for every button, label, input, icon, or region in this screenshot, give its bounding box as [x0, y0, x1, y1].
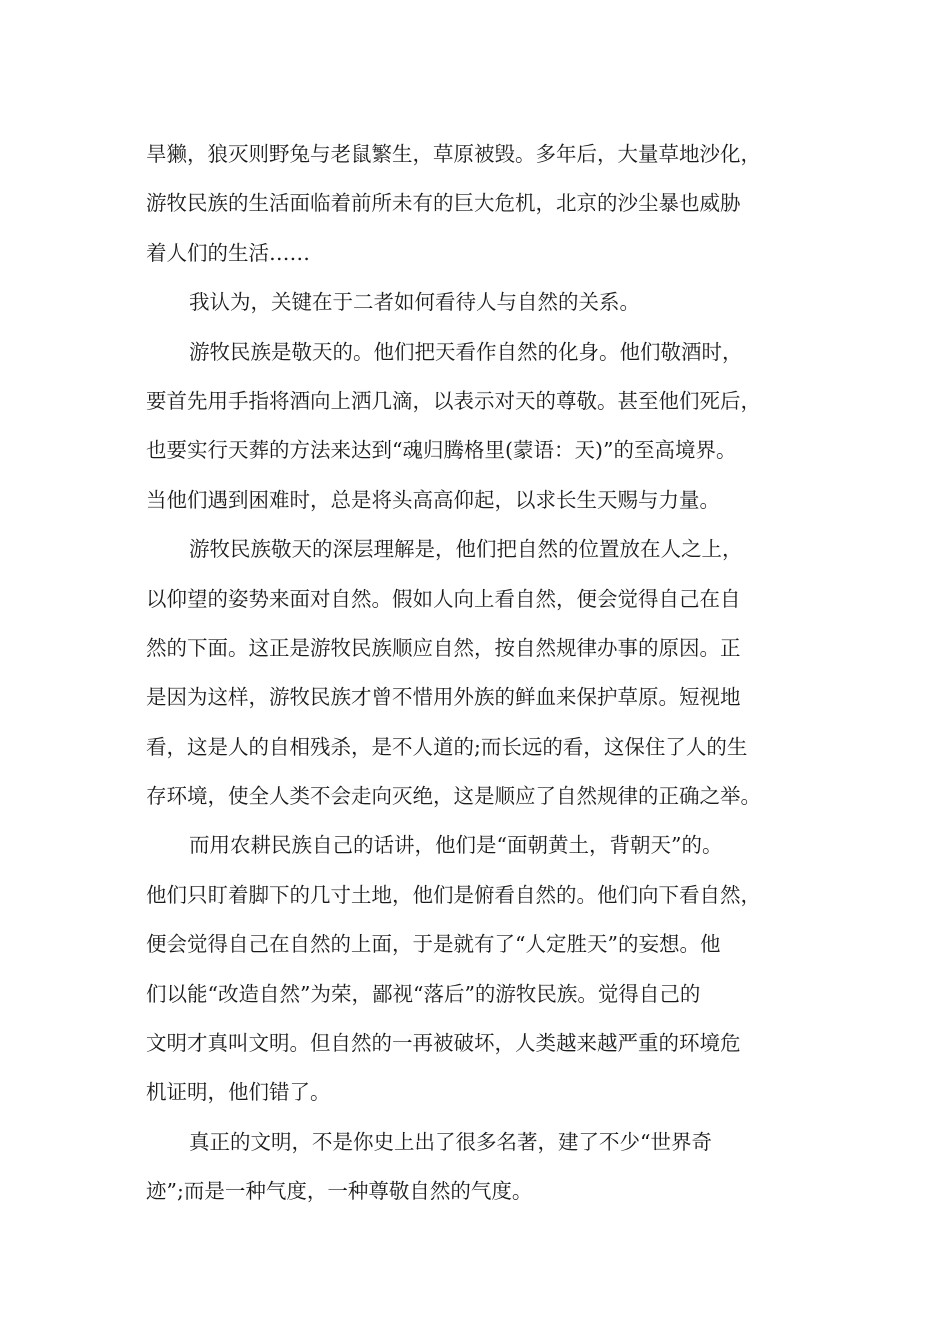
text-line: 看，这是人的自相残杀，是不人道的;而长远的看，这保住了人的生 [146, 734, 748, 759]
text-line: 而用农耕民族自己的话讲，他们是“面朝黄土，背朝天”的。 [189, 833, 723, 858]
text-line: 然的下面。这正是游牧民族顺应自然，按自然规律办事的原因。正 [146, 635, 741, 660]
text-line: 便会觉得自己在自然的上面，于是就有了“人定胜天”的妄想。他 [146, 932, 721, 957]
text-line: 以仰望的姿势来面对自然。假如人向上看自然，便会觉得自己在自 [146, 586, 741, 611]
text-line: 也要实行天葬的方法来达到“魂归腾格里(蒙语：天)”的至高境界。 [146, 438, 737, 463]
text-line: 旱獭，狼灭则野兔与老鼠繁生，草原被毁。多年后，大量草地沙化， [146, 142, 761, 166]
text-line: 们以能“改造自然”为荣，鄙视“落后”的游牧民族。觉得自己的 [146, 981, 701, 1006]
body-text [146, 130, 806, 1217]
text-line: 存环境，使全人类不会走向灭绝，这是顺应了自然规律的正确之举。 [146, 784, 761, 809]
text-line: 游牧民族的生活面临着前所未有的巨大危机，北京的沙尘暴也威胁 [146, 191, 741, 216]
text-line: 我认为，关键在于二者如何看待人与自然的关系。 [189, 290, 640, 315]
text-line: 游牧民族是敬天的。他们把天看作自然的化身。他们敬酒时， [189, 339, 743, 364]
text-line: 要首先用手指将酒向上洒几滴，以表示对天的尊敬。甚至他们死后， [146, 388, 761, 413]
text-line: 文明才真叫文明。但自然的一再被破坏，人类越来越严重的环境危 [146, 1031, 741, 1056]
text-line: 迹”;而是一种气度，一种尊敬自然的气度。 [146, 1179, 533, 1204]
text-line: 着人们的生活…… [146, 240, 310, 265]
text-line: 是因为这样，游牧民族才曾不惜用外族的鲜血来保护草原。短视地 [146, 685, 741, 710]
text-line: 当他们遇到困难时，总是将头高高仰起，以求长生天赐与力量。 [146, 487, 720, 512]
text-line: 机证明，他们错了。 [146, 1080, 331, 1105]
text-line: 他们只盯着脚下的几寸土地，他们是俯看自然的。他们向下看自然， [146, 882, 761, 907]
text-line: 游牧民族敬天的深层理解是，他们把自然的位置放在人之上， [189, 537, 743, 562]
text-line: 真正的文明，不是你史上出了很多名著，建了不少“世界奇 [189, 1129, 712, 1154]
